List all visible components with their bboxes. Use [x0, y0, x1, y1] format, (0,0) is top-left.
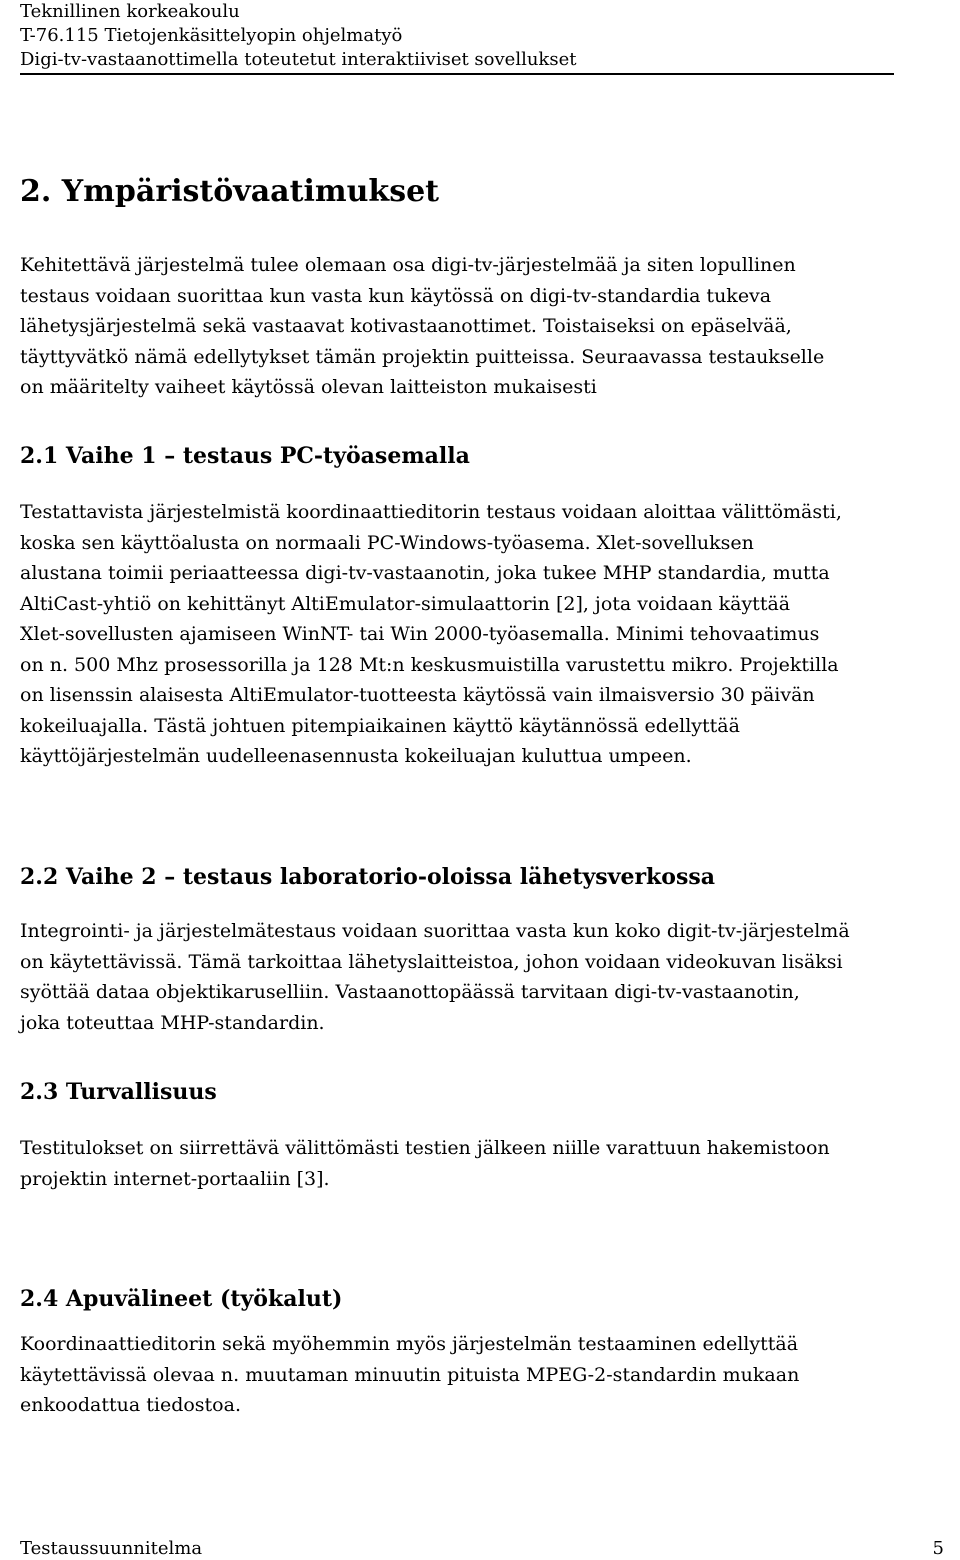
section-2-2-heading: 2.2 Vaihe 2 – testaus laboratorio-oloissa lähetysverkossa [20, 864, 715, 890]
paragraph-line: Xlet-sovellusten ajamiseen WinNT- tai Win 2000-työasemalla. Minimi tehovaatimus [20, 623, 820, 645]
paragraph-line: koska sen käyttöalusta on normaali PC-Windows-työasema. Xlet-sovelluksen [20, 531, 754, 554]
paragraph-line: enkoodattua tiedostoa. [20, 1394, 241, 1416]
section-2-2-paragraph [20, 916, 960, 1038]
paragraph-line: käytettävissä olevaa n. muutaman minuutin pituista MPEG-2-standardin mukaan [20, 1363, 800, 1386]
section-2-4-paragraph [20, 1329, 960, 1421]
section-2-3-paragraph [20, 1133, 960, 1194]
paragraph-line: on n. 500 Mhz prosessorilla ja 128 Mt:n keskusmuistilla varustettu mikro. Projektilla [20, 653, 839, 676]
header-divider [20, 73, 894, 75]
paragraph-line: alustana toimii periaatteessa digi-tv-vastaanotin, joka tukee MHP standardia, mutta [20, 562, 830, 584]
paragraph-line: testaus voidaan suorittaa kun vasta kun käytössä on digi-tv-standardia tukeva [20, 284, 772, 307]
section-2-paragraph [20, 250, 960, 403]
paragraph-line: lähetysjärjestelmä sekä vastaavat kotivastaanottimet. Toistaiseksi on epäselvää, [20, 315, 792, 337]
section-2-1-heading: 2.1 Vaihe 1 – testaus PC-työasemalla [20, 443, 470, 469]
paragraph-line: joka toteuttaa MHP-standardin. [20, 1011, 325, 1034]
section-2-1-paragraph [20, 497, 960, 772]
paragraph-line: AltiCast-yhtiö on kehittänyt AltiEmulator-simulaattorin [2], jota voidaan käyttää [20, 592, 791, 615]
paragraph-line: täyttyvätkö nämä edellytykset tämän projektin puitteissa. Seuraavassa testaukselle [20, 345, 825, 368]
header-project: Digi-tv-vastaanottimella toteutetut interaktiiviset sovellukset [20, 49, 577, 70]
paragraph-line: projektin internet-portaaliin [3]. [20, 1167, 330, 1190]
paragraph-line: Testitulokset on siirrettävä välittömästi testien jälkeen niille varattuun hakemistoon [20, 1137, 830, 1159]
paragraph-line: on käytettävissä. Tämä tarkoittaa lähetyslaitteistoa, johon voidaan videokuvan lisäksi [20, 950, 843, 973]
paragraph-line: Koordinaattieditorin sekä myöhemmin myös järjestelmän testaaminen edellyttää [20, 1333, 799, 1355]
footer-page-number: 5 [932, 1538, 944, 1559]
section-2-4-heading: 2.4 Apuvälineet (työkalut) [20, 1286, 343, 1312]
paragraph-line: on lisenssin alaisesta AltiEmulator-tuotteesta käytössä vain ilmaisversio 30 päivän [20, 684, 815, 706]
section-2-heading: 2. Ympäristövaatimukset [20, 174, 440, 209]
paragraph-line: syöttää dataa objektikaruselliin. Vastaanottopäässä tarvitaan digi-tv-vastaanotin, [20, 981, 800, 1003]
header-course: T-76.115 Tietojenkäsittelyopin ohjelmatyö [20, 25, 403, 46]
section-2-3-heading: 2.3 Turvallisuus [20, 1079, 217, 1105]
paragraph-line: on määritelty vaiheet käytössä olevan laitteiston mukaisesti [20, 376, 597, 398]
footer-document-name: Testaussuunnitelma [20, 1538, 203, 1559]
paragraph-line: Kehitettävä järjestelmä tulee olemaan osa digi-tv-järjestelmää ja siten lopullinen [20, 254, 796, 276]
paragraph-line: Testattavista järjestelmistä koordinaattieditorin testaus voidaan aloittaa välittömästi, [20, 501, 842, 523]
paragraph-line: Integrointi- ja järjestelmätestaus voidaan suorittaa vasta kun koko digit-tv-järjestelmä [20, 920, 850, 942]
header-university: Teknillinen korkeakoulu [20, 1, 240, 22]
page-header [20, 0, 894, 72]
paragraph-line: käyttöjärjestelmän uudelleenasennusta kokeiluajan kuluttua umpeen. [20, 745, 692, 767]
paragraph-line: kokeiluajalla. Tästä johtuen pitempiaikainen käyttö käytännössä edellyttää [20, 714, 740, 737]
